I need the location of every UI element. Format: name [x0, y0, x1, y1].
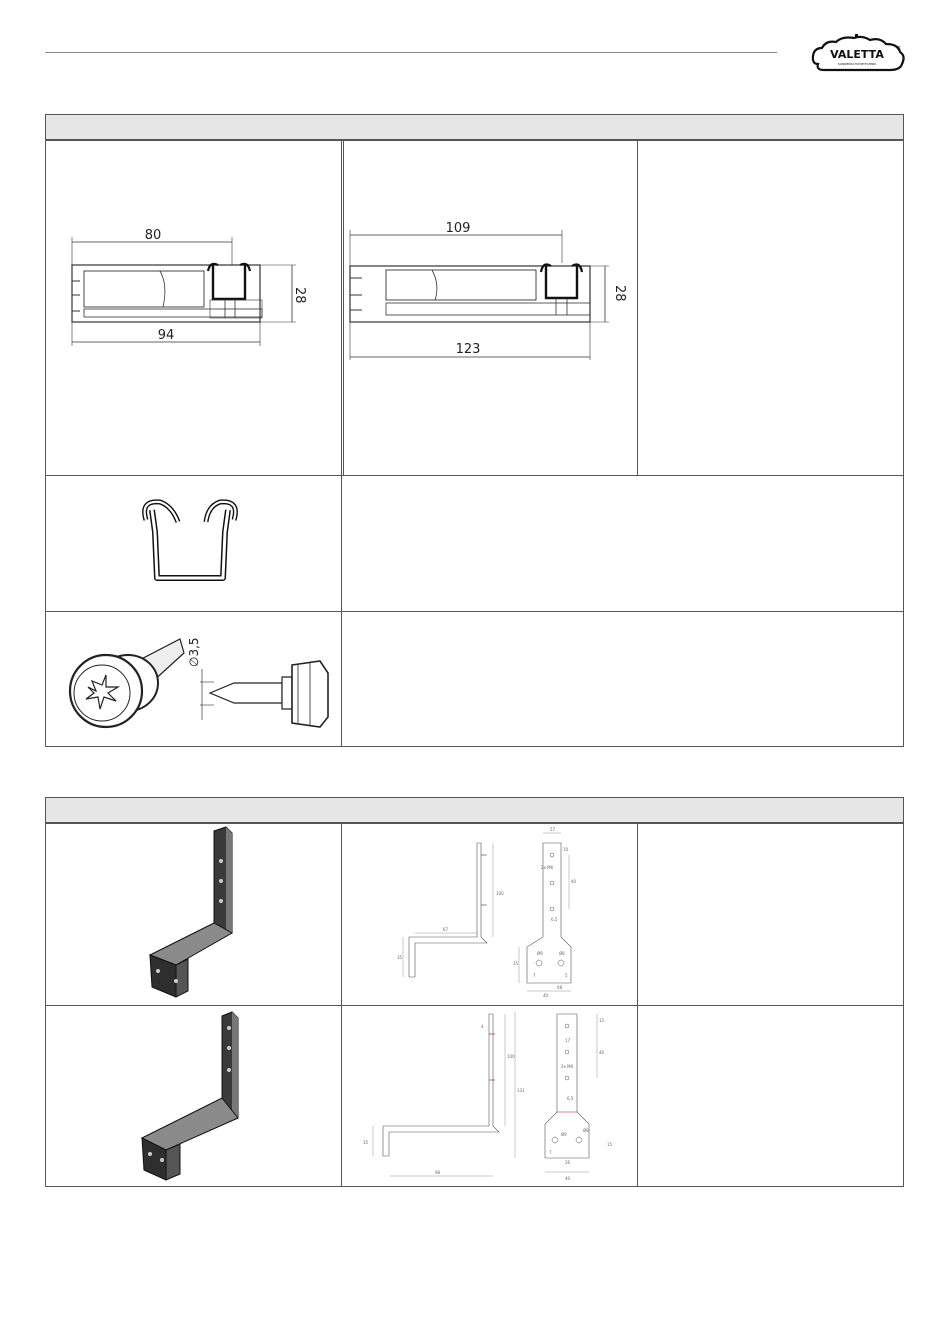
brand-tagline: SONNENSCHUTZTECHNIK [837, 62, 877, 66]
bracket-long-3d [130, 1008, 250, 1183]
guide-insert-drawing [130, 490, 255, 590]
svg-text:7: 7 [533, 973, 536, 978]
svg-text:40: 40 [571, 879, 577, 884]
dim-bottom-width: 94 [157, 328, 175, 343]
header-rule [45, 52, 777, 53]
svg-text:35: 35 [513, 961, 519, 966]
profile-94-drawing [60, 225, 310, 350]
screw-diameter: ∅3,5 [187, 637, 201, 667]
svg-text:17: 17 [565, 1038, 571, 1043]
svg-text:6,5: 6,5 [551, 917, 558, 922]
svg-text:48: 48 [557, 985, 563, 990]
bracket-short-3d [140, 825, 250, 1000]
svg-text:98: 98 [435, 1170, 441, 1175]
bracket-long-technical [355, 1008, 625, 1183]
profile-123-drawing [340, 215, 635, 360]
svg-text:10: 10 [563, 847, 569, 852]
dim-bottom-width: 123 [455, 342, 481, 357]
bracket-short-technical [393, 825, 588, 1000]
svg-text:131: 131 [517, 1088, 525, 1093]
svg-text:35: 35 [397, 955, 403, 960]
dim-top-width: 109 [445, 221, 471, 236]
brand-name: VALETTA [830, 48, 884, 61]
svg-text:Ø9: Ø9 [537, 951, 543, 956]
dim-top-width: 80 [144, 228, 162, 243]
svg-text:Ø9: Ø9 [561, 1132, 567, 1137]
svg-text:57: 57 [550, 827, 556, 832]
svg-text:26: 26 [565, 1160, 571, 1165]
svg-text:7: 7 [549, 1150, 552, 1155]
dim-height: 28 [612, 285, 627, 302]
screw-drawing [62, 625, 337, 740]
dim-height: 28 [292, 287, 307, 304]
svg-text:®: ® [896, 46, 901, 52]
svg-text:Ø8: Ø8 [583, 1128, 589, 1133]
svg-text:2x M6: 2x M6 [541, 865, 554, 870]
svg-text:6,5: 6,5 [567, 1096, 574, 1101]
svg-text:35: 35 [363, 1140, 369, 1145]
svg-text:15: 15 [607, 1142, 613, 1147]
svg-text:4: 4 [481, 1024, 484, 1029]
svg-text:2x M6: 2x M6 [561, 1064, 574, 1069]
svg-text:40: 40 [565, 1176, 571, 1181]
svg-text:100: 100 [507, 1054, 515, 1059]
section1-header [45, 114, 904, 140]
svg-text:15: 15 [599, 1018, 605, 1023]
svg-text:67: 67 [443, 927, 449, 932]
svg-text:40: 40 [543, 993, 549, 998]
valetta-logo [810, 34, 906, 74]
section2-header [45, 797, 904, 823]
svg-text:5: 5 [565, 973, 568, 978]
svg-text:Ø8: Ø8 [559, 951, 565, 956]
svg-text:100: 100 [496, 891, 504, 896]
svg-text:40: 40 [599, 1050, 605, 1055]
